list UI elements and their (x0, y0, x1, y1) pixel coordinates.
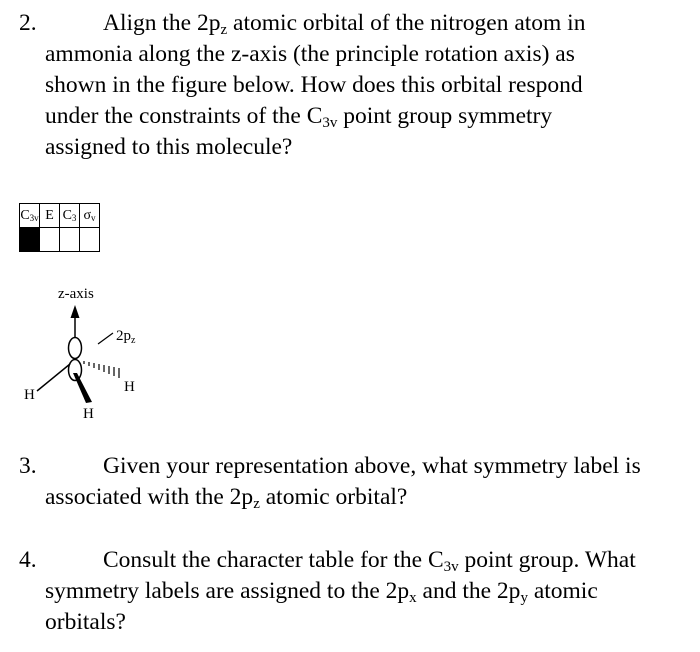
question-line: symmetry labels are assigned to the $2p_x$ and the $2p_y$ atomic (45, 578, 598, 606)
orbital-label: $2p_z$ (116, 328, 136, 346)
orbital-label-leader (98, 333, 113, 344)
bond-hashed-right (84, 361, 119, 378)
question-line: associated with the $2p_z$ atomic orbital? (45, 484, 408, 512)
question-line: ammonia along the z-axis (the principle rotation axis) as (45, 41, 575, 67)
question-text (45, 451, 695, 513)
hydrogen-label-left: H (24, 387, 35, 403)
arrow-up-icon (71, 305, 80, 318)
header-cell-c3: $C_3$ (60, 204, 80, 228)
header-cell-e: E (40, 204, 60, 228)
question-number: 4. (19, 547, 37, 573)
header-cell-sigma-v: $\sigma_v$ (80, 204, 100, 228)
question-line: orbitals? (45, 609, 126, 635)
hydrogen-label-bottom: H (83, 406, 94, 422)
question-text (45, 545, 695, 638)
orbital-lobe-upper (69, 338, 82, 359)
question-number: 3. (19, 453, 37, 479)
z-axis-label: z-axis (58, 286, 94, 302)
question-line: under the constraints of the $C_{3v}$ point group symmetry (45, 103, 553, 131)
bond-left (37, 364, 70, 391)
question-line: shown in the figure below. How does this orbital respond (45, 72, 583, 98)
question-line: Align the $2p_z$ atomic orbital of the nitrogen atom in (103, 10, 586, 38)
question-line: Given your representation above, what symmetry label is (103, 453, 641, 479)
question-line: assigned to this molecule? (45, 134, 293, 160)
bond-wedge-bottom (73, 373, 92, 403)
hydrogen-label-right: H (124, 379, 135, 395)
question-number: 2. (19, 10, 37, 36)
question-line: Consult the character table for the $C_{3v}$ point group. What (103, 547, 636, 575)
header-cell-c3v: $C_{3v}$ (20, 204, 40, 228)
